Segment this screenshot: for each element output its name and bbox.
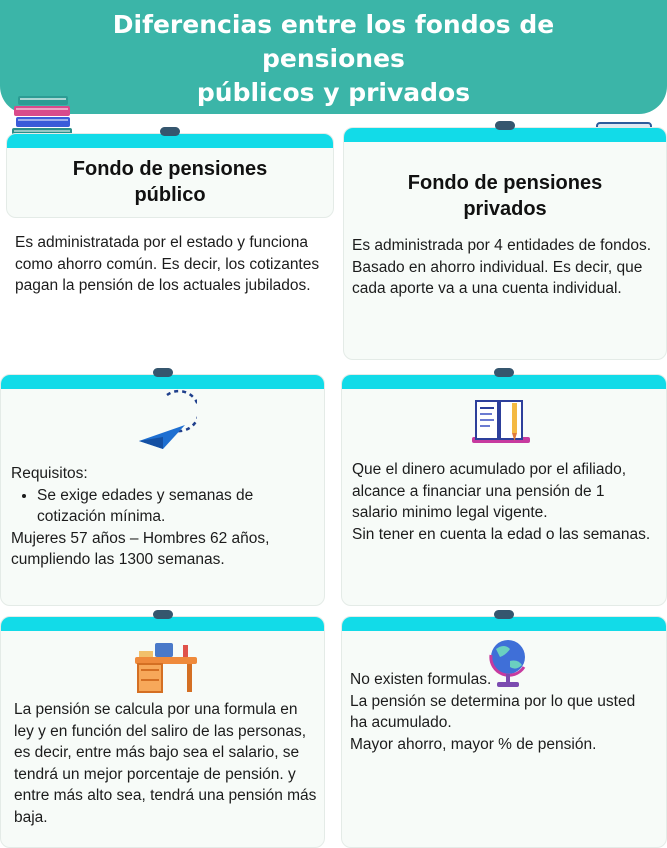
- calculo-line: No existen formulas.: [350, 671, 492, 688]
- card-accent-bar: [344, 128, 666, 142]
- title-line: públicos y privados: [196, 78, 471, 107]
- requisitos-text: Que el dinero acumulado por el afiliado, alcance a financiar una pensión de 1 salario minimo legal vigente.: [352, 461, 627, 521]
- privado-requisitos: [352, 459, 652, 545]
- card-privado-calculo: [341, 616, 667, 848]
- title-line: Diferencias entre los fondos de: [112, 10, 555, 39]
- card-privado: [343, 127, 667, 360]
- card-title: Fondo de pensiones privados: [407, 172, 603, 220]
- privado-calculo: [350, 669, 655, 755]
- card-privado-requisitos: [341, 374, 667, 606]
- list-item: • Se exige edades y semanas de cotización mínima.: [37, 485, 316, 528]
- desk-icon: [135, 641, 197, 697]
- card-accent-bar: [342, 375, 666, 389]
- calculo-line: La pensión se determina por lo que usted ha acumulado.: [350, 692, 636, 731]
- requisitos-list: [11, 485, 316, 528]
- card-accent-bar: [7, 134, 333, 148]
- publico-requisitos: [11, 463, 316, 571]
- card-pin: [495, 121, 515, 130]
- book-pencil-icon: [470, 397, 532, 449]
- page-title: [0, 8, 667, 110]
- calculo-line: Mayor ahorro, mayor % de pensión.: [350, 735, 597, 753]
- card-pin: [160, 127, 180, 136]
- card-publico-calculo: [0, 616, 325, 848]
- paper-plane-icon: [137, 389, 197, 451]
- card-pin: [494, 610, 514, 619]
- title-line: pensiones: [262, 44, 405, 73]
- requisitos-extra: Mujeres 57 años – Hombres 62 años, cumpliendo las 1300 semanas.: [11, 529, 270, 568]
- requisitos-label: Requisitos:: [11, 465, 88, 482]
- publico-description: Es administratada por el estado y funciona como ahorro común. Es decir, los cotizantes pagan la pensión de los actuales jubilados.: [15, 234, 320, 294]
- card-accent-bar: [342, 617, 666, 631]
- card-title: Fondo de pensiones público: [72, 158, 268, 206]
- card-pin: [153, 368, 173, 377]
- card-publico-title: [6, 133, 334, 218]
- publico-calculo: La pensión se calcula por una formula en ley y en función del saliro de las personas, es decir, entre más bajo sea el salario, se tendrá un mejor porcentaje de pensión. y entre más alto sea, tendrá una pensión más baja.: [14, 701, 317, 826]
- card-pin: [153, 610, 173, 619]
- card-accent-bar: [1, 375, 324, 389]
- card-publico-requisitos: [0, 374, 325, 606]
- card-pin: [494, 368, 514, 377]
- requisitos-extra: Sin tener en cuenta la edad o las semanas.: [352, 525, 651, 543]
- privado-description: Es administrada por 4 entidades de fondos. Basado en ahorro individual. Es decir, que cada aporte va a una cuenta individual.: [352, 237, 651, 297]
- card-accent-bar: [1, 617, 324, 631]
